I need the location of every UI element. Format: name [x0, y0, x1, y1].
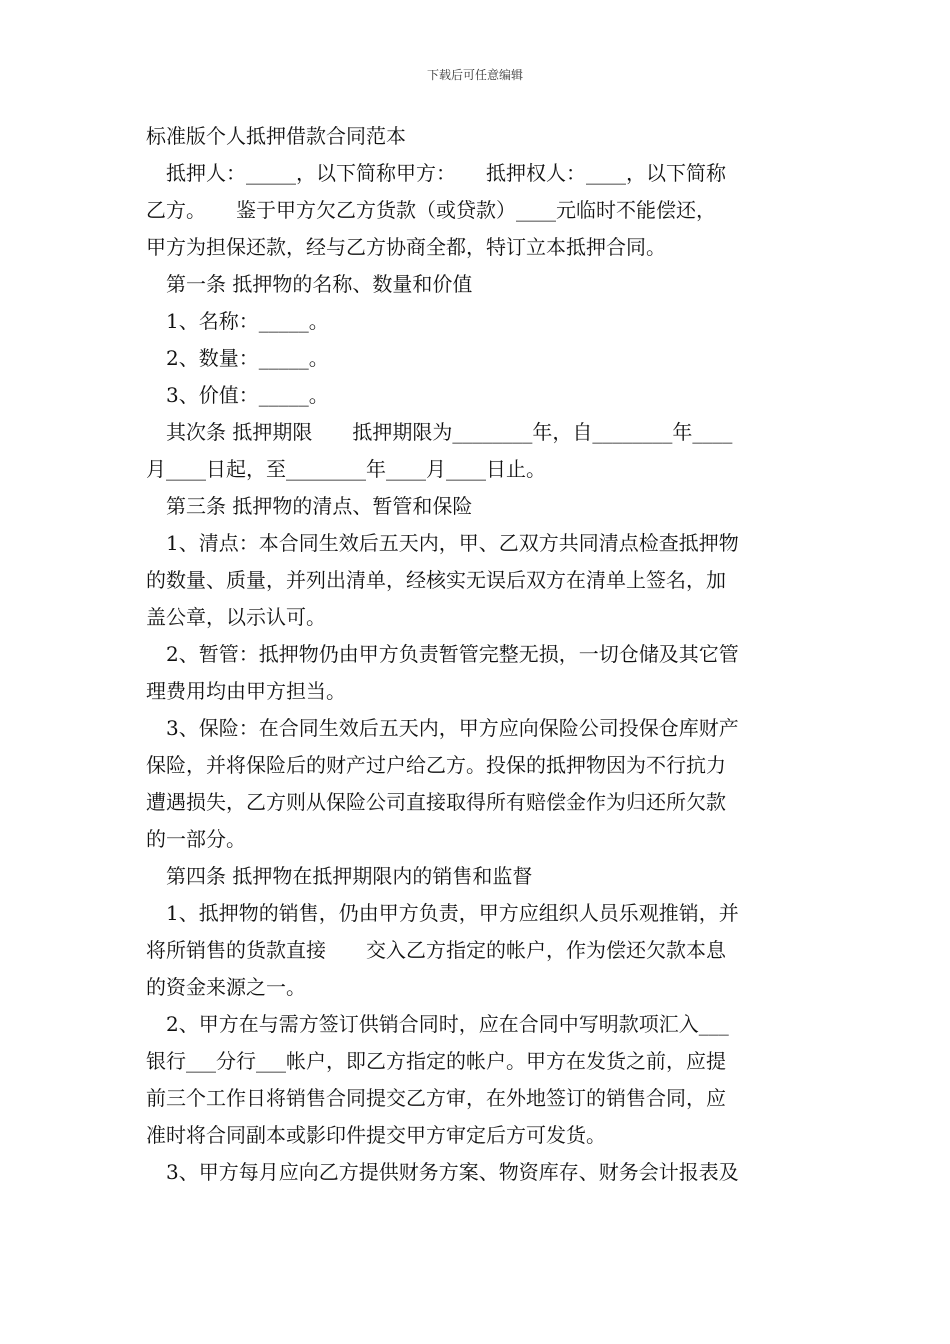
paragraph-line: 抵押人：_____，以下简称甲方： 抵押权人：____，以下简称 [166, 161, 726, 185]
paragraph-line: 3、保险：在合同生效后五天内，甲方应向保险公司投保仓库财产 [166, 716, 739, 740]
paragraph-line: 2、甲方在与需方签订供销合同时，应在合同中写明款项汇入___ [166, 1012, 729, 1036]
paragraph-line: 其次条 抵押期限 抵押期限为________年，自________年____ [166, 420, 733, 444]
paragraph-line: 3、价值：_____。 [166, 383, 329, 407]
paragraph-line: 第一条 抵押物的名称、数量和价值 [166, 272, 473, 296]
paragraph-line: 第四条 抵押物在抵押期限内的销售和监督 [166, 864, 533, 888]
paragraph-line: 保险，并将保险后的财产过户给乙方。投保的抵押物因为不行抗力 [146, 753, 726, 777]
paragraph-line: 第三条 抵押物的清点、暂管和保险 [166, 494, 473, 518]
paragraph-line: 1、清点：本合同生效后五天内，甲、乙双方共同清点检查抵押物 [166, 531, 739, 555]
paragraph-line: 3、甲方每月应向乙方提供财务方案、物资库存、财务会计报表及 [166, 1160, 739, 1184]
paragraph-line: 银行___分行___帐户，即乙方指定的帐户。甲方在发货之前，应提 [146, 1049, 726, 1073]
paragraph-line: 盖公章，以示认可。 [146, 605, 326, 629]
document-title: 标准版个人抵押借款合同范本 [146, 124, 406, 148]
page-header: 下载后可任意编辑 [426, 68, 523, 82]
paragraph-line: 的一部分。 [146, 827, 246, 851]
paragraph-line: 理费用均由甲方担当。 [146, 679, 346, 703]
paragraph-line: 2、数量：_____。 [166, 346, 329, 370]
paragraph-line: 1、抵押物的销售，仍由甲方负责，甲方应组织人员乐观推销，并 [166, 901, 739, 925]
paragraph-line: 准时将合同副本或影印件提交甲方审定后方可发货。 [146, 1123, 606, 1147]
paragraph-line: 乙方。 鉴于甲方欠乙方货款（或贷款）____元临时不能偿还， [146, 198, 716, 222]
paragraph-line: 将所销售的货款直接 交入乙方指定的帐户，作为偿还欠款本息 [146, 938, 726, 962]
paragraph-line: 的数量、质量，并列出清单，经核实无误后双方在清单上签名，加 [146, 568, 726, 592]
paragraph-line: 的资金来源之一。 [146, 975, 306, 999]
paragraph-line: 1、名称：_____。 [166, 309, 329, 333]
document-body [146, 118, 808, 1191]
paragraph-line: 月____日起，至________年____月____日止。 [146, 457, 546, 481]
paragraph-line: 2、暂管：抵押物仍由甲方负责暂管完整无损，一切仓储及其它管 [166, 642, 739, 666]
paragraph-line: 前三个工作日将销售合同提交乙方审，在外地签订的销售合同，应 [146, 1086, 726, 1110]
paragraph-line: 甲方为担保还款，经与乙方协商全都，特订立本抵押合同。 [146, 235, 666, 259]
paragraph-line: 遭遇损失，乙方则从保险公司直接取得所有赔偿金作为归还所欠款 [146, 790, 726, 814]
